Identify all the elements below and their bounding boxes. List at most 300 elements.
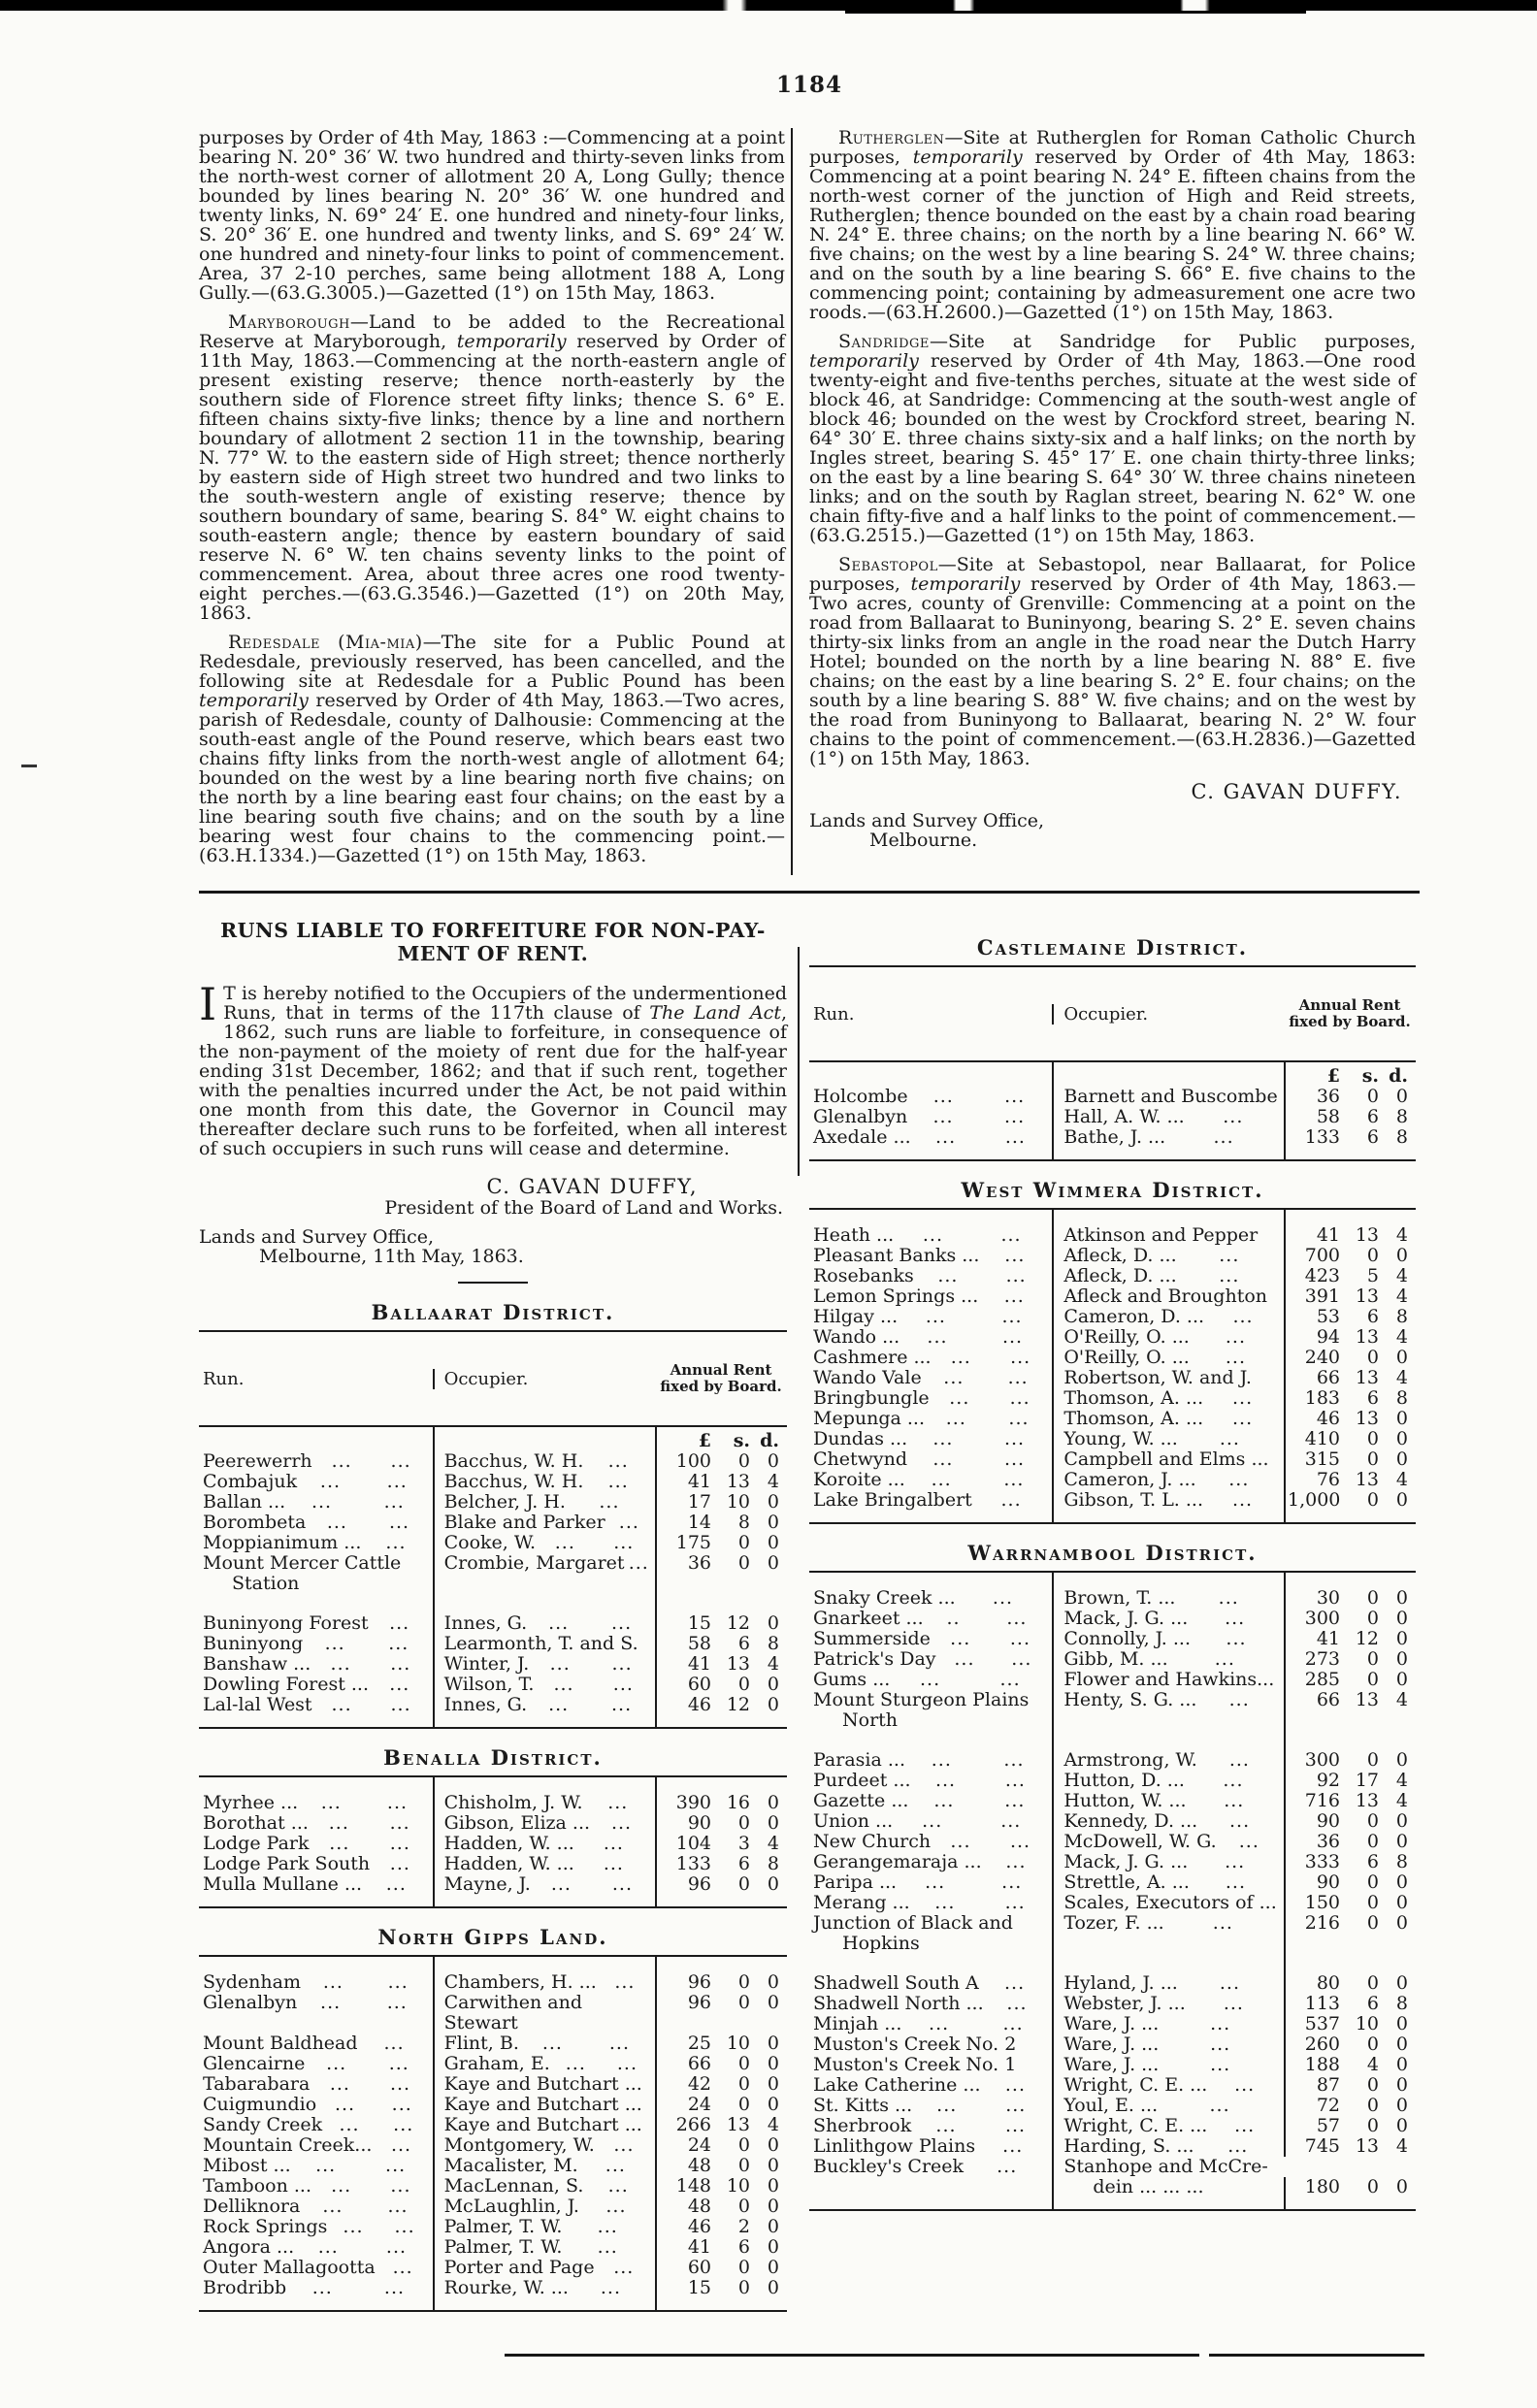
table-row (199, 2074, 787, 2095)
dot-leader-group: ... (389, 2073, 411, 2095)
table-row (199, 1813, 787, 1834)
rent-pence-cell: 0 (767, 2216, 779, 2237)
rent-pence-cell: 4 (1395, 1689, 1408, 1710)
rent-pence-cell: 0 (767, 2257, 779, 2278)
dot-leader-group: ... (1008, 1408, 1030, 1429)
run-cell (809, 1225, 1052, 1246)
article-lead: Rutherglen (838, 127, 945, 148)
money-header-blank (433, 1431, 655, 1451)
dot-leader (309, 1813, 431, 1834)
occupier-name: Cameron, D. ... (1063, 1306, 1205, 1327)
dot-leader-group: ... (388, 1633, 409, 1654)
dot-leader-group: ... (331, 1450, 352, 1472)
occupier-name: O'Reilly, O. ... (1063, 1326, 1190, 1348)
rent-pounds-cell: 96 (655, 1972, 713, 1993)
spacer-cell (1284, 2197, 1342, 2209)
occupier-cell (433, 1613, 655, 1634)
rent-pounds-cell: 391 (1284, 1286, 1342, 1307)
rent-pounds-cell: 94 (1284, 1327, 1342, 1348)
table-spacer-row (809, 1148, 1416, 1159)
rent-pounds-cell: 315 (1284, 1449, 1342, 1470)
rent-shillings-cell: 0 (737, 1812, 750, 1834)
dot-leader (930, 1388, 1051, 1409)
spacer-cell (1342, 1954, 1381, 1973)
spacer-cell (655, 2298, 713, 2310)
district-heading: Benalla District. (383, 1745, 603, 1770)
dot-leader (531, 1874, 653, 1895)
dot-leader (291, 2156, 431, 2176)
dot-leader-group: .. (946, 1608, 961, 1629)
dot-leader (1158, 2096, 1282, 2116)
spacer-cell (1284, 1210, 1342, 1225)
dot-leader (285, 1492, 430, 1513)
dot-leader (901, 2014, 1050, 2034)
dot-leader-group: ... (610, 1694, 633, 1715)
dot-leader (590, 1813, 653, 1834)
occupier-name: Hutton, W. ... (1063, 1790, 1187, 1811)
dot-leader-group: ... (548, 1612, 570, 1634)
district-heading: West Wimmera District. (961, 1178, 1264, 1202)
dot-leader (595, 2135, 653, 2156)
dot-leader (1178, 1429, 1282, 1449)
dot-leader-group: ... (1002, 2135, 1024, 2157)
occupier-name: Carwithen and Stewart (443, 1992, 583, 2034)
article-paragraph (199, 633, 785, 865)
rent-pounds-cell: 60 (655, 2258, 713, 2278)
rent-table (199, 1775, 787, 1908)
article-paragraph (809, 555, 1416, 768)
rent-pounds-cell: 333 (1284, 1852, 1342, 1872)
dot-leader (1178, 1973, 1282, 1994)
run-name: Lal-lal West (203, 1694, 312, 1715)
run-name-line2: Hopkins (842, 1933, 920, 1954)
spacer-cell (1052, 2197, 1284, 2209)
rent-pounds-cell: 76 (1284, 1470, 1342, 1490)
rent-pence-cell: 0 (767, 2236, 779, 2258)
article-body: —Site at Sandridge for Public purposes, temporarily reserved by Order of 4th May, 1863.—One rood twenty-eight and five-tenths perches, situate at the west side of block 46, at Sandridge: Commencing at the south-west angle of block 46; bounded on the west by Crockford street, bearing N. 64° 30′ E. three chains sixty-six and a half links; on the north by Ingles street, bearing S. 45° 17′ E. one chain thirty-three links; on the east by a line bearing S. 64° 30′ W. three chains nineteen links; and on the south by Raglan street, bearing N. 62° W. one chain fifty-five and a half links to the point of commencement.—(63.G.2515.)—Gazetted (1°) on 15th May, 1863. (809, 331, 1416, 546)
dot-leader-group: ... (1226, 1628, 1247, 1649)
run-name: Banshaw ... (203, 1653, 311, 1675)
run-cell (199, 1972, 433, 1993)
article-paragraph (199, 312, 785, 623)
spacer-cell (809, 1210, 1052, 1225)
dot-leader-group: ... (607, 1471, 629, 1492)
rent-shillings-cell: 0 (737, 2196, 750, 2217)
dot-leader (597, 1972, 653, 1993)
spacer-cell (1381, 1954, 1416, 1973)
table-body (809, 1062, 1416, 1159)
rent-pence-cell: 0 (1395, 2054, 1408, 2075)
dot-leader-group: ... (1001, 1306, 1023, 1327)
spacer-cell (1381, 1511, 1416, 1522)
rent-shillings-cell: 6 (737, 1853, 750, 1874)
dot-leader-group: ... (385, 1873, 407, 1895)
dot-leader-group: ... (1009, 1387, 1030, 1409)
run-cell (199, 1854, 433, 1874)
run-name: Mountain Creek... (203, 2134, 373, 2156)
dot-leader-group: ... (1005, 1851, 1027, 1872)
run-name: Lake Bringalbert (813, 1489, 972, 1511)
rent-pence-cell: 4 (1395, 1265, 1408, 1286)
occupier-cell (1052, 2075, 1284, 2096)
dot-leader-group: ... (949, 1387, 970, 1409)
rent-pounds-cell: 17 (655, 1492, 713, 1513)
rent-pounds-cell: 41 (1284, 1225, 1342, 1246)
occupier-cell (1052, 1649, 1284, 1670)
run-name: Dundas ... (813, 1428, 908, 1449)
district-tables-right (809, 935, 1416, 2211)
dot-leader (924, 1609, 1051, 1629)
dot-leader-group: ... (997, 2156, 1018, 2177)
occupier-name: Hadden, W. ... (443, 1853, 574, 1874)
dot-leader-group: ... (610, 1612, 633, 1634)
rent-shillings-cell: 0 (737, 2257, 750, 2278)
dot-leader (984, 1994, 1051, 2014)
rent-shillings-cell: 0 (737, 2094, 750, 2115)
rent-pounds-cell: 183 (1284, 1388, 1342, 1409)
district-west-wimmera-district (809, 1178, 1416, 1524)
dot-leader-group: ... (613, 1532, 635, 1553)
rent-pounds-cell: 100 (655, 1451, 713, 1472)
run-name: Wando Vale (813, 1367, 922, 1388)
rent-pence-cell: 0 (1395, 1892, 1408, 1913)
rent-pence-cell: 0 (767, 2053, 779, 2074)
spacer-cell (809, 1954, 1052, 1973)
dot-leader (1207, 2116, 1282, 2136)
rent-pounds-cell: 48 (655, 2196, 713, 2217)
dot-leader (925, 1409, 1050, 1429)
dot-leader-group: ... (932, 1428, 954, 1449)
table-spacer-row (809, 1954, 1416, 1973)
run-name: Myrhee ... (203, 1792, 299, 1813)
run-name: Sydenham (203, 1971, 301, 1993)
district-benalla-district (199, 1745, 787, 1908)
run-cell (809, 1087, 1052, 1107)
money-header-blank (809, 1066, 1052, 1087)
occupier-cell (433, 2196, 655, 2217)
run-name: Rock Springs (203, 2216, 328, 2237)
run-name: Mount Mercer Cattle (203, 1552, 402, 1574)
dot-leader (583, 1793, 653, 1813)
table-row (809, 1225, 1416, 1246)
spacer-cell (1342, 2197, 1381, 2209)
occupier-name: Learmonth, T. and S. (443, 1633, 638, 1654)
shillings-header: s. (1361, 1065, 1379, 1087)
run-name: Mibost ... (203, 2155, 291, 2176)
notice-title-line1: RUNS LIABLE TO FORFEITURE FOR NON-PAY- (220, 919, 766, 942)
article-lead: Redesdale (Mia-mia) (228, 632, 423, 653)
pence-header: d. (1389, 1065, 1408, 1087)
occupier-cell (433, 2054, 655, 2074)
dot-leader (911, 1127, 1051, 1148)
occupier-cell (433, 1834, 655, 1854)
occupier-name: Chisholm, J. W. (443, 1792, 583, 1813)
occupier-cell (1052, 1327, 1284, 1348)
table-row (809, 1649, 1416, 1670)
dot-leader-group: ... (390, 1694, 411, 1715)
rent-shillings-cell: 0 (1366, 1347, 1379, 1368)
dot-leader-group: ... (1225, 1608, 1246, 1629)
run-name: Moppianimum ... (203, 1532, 362, 1553)
dot-leader (1185, 1107, 1282, 1127)
occupier-name: Montgomery, W. (443, 2134, 595, 2156)
rent-pence-cell: 0 (1395, 2034, 1408, 2055)
top-right-column (809, 128, 1416, 875)
table-body (809, 1573, 1416, 2209)
rent-pounds-cell: 66 (655, 2054, 713, 2074)
dot-leader-group: ... (385, 1532, 407, 1553)
rent-pounds-cell: 41 (655, 1654, 713, 1675)
rent-table (809, 1571, 1416, 2211)
spacer-cell (752, 1957, 787, 1972)
rent-pence-cell: 0 (1395, 1347, 1408, 1368)
occupier-name: Palmer, T. W. (443, 2216, 563, 2237)
occupier-name: Hadden, W. ... (443, 1833, 574, 1854)
run-name: Muston's Creek No. 2 (813, 2034, 1017, 2055)
run-name: Gnarkeet ... (813, 1608, 924, 1629)
occupier-cell (433, 1533, 655, 1553)
rent-shillings-cell: 4 (1366, 2054, 1379, 2075)
table-row (809, 1127, 1416, 1148)
rent-pence-cell: 8 (1395, 1387, 1408, 1409)
dot-leader (322, 2115, 430, 2135)
rent-shillings-cell: 10 (726, 1491, 750, 1513)
dot-leader-group: ... (613, 2257, 635, 2278)
run-cell (809, 1409, 1052, 1429)
table-row (809, 1791, 1416, 1811)
dot-leader-group: ... (315, 2155, 337, 2176)
run-name: Borothat ... (203, 1812, 309, 1834)
occupier-name: Strettle, A. ... (1063, 1871, 1190, 1893)
dot-leader-group: ... (607, 1792, 629, 1813)
dot-leader-group: ... (1223, 1770, 1244, 1791)
dot-leader-group: ... (329, 2073, 350, 2095)
run-cell (809, 1994, 1052, 2014)
dot-leader (297, 1993, 430, 2034)
run-cell (199, 1533, 433, 1553)
rent-pounds-cell: 15 (655, 2278, 713, 2298)
run-name: Tamboon ... (203, 2175, 311, 2196)
run-name: Tabarabara (203, 2073, 311, 2095)
spacer-cell (655, 1957, 713, 1972)
table-spacer-row (199, 1777, 787, 1793)
run-name: Mount Baldhead (203, 2033, 358, 2054)
dot-leader-group: ... (320, 1792, 342, 1813)
rent-pence-cell: 0 (1395, 1086, 1408, 1107)
rent-pounds-cell: 90 (1284, 1811, 1342, 1832)
run-column-header: Run. (203, 1368, 245, 1389)
rent-pence-cell: 0 (767, 1512, 779, 1533)
dot-leader-group: ... (322, 1971, 343, 1993)
table-row (809, 1266, 1416, 1286)
spacer-cell (713, 2298, 752, 2310)
run-name: Parasia ... (813, 1749, 905, 1771)
occupier-cell (1052, 1286, 1284, 1307)
occupier-name: Kennedy, D. ... (1063, 1810, 1198, 1832)
rent-pounds-cell: 41 (655, 1472, 713, 1492)
dot-leader-group: ... (931, 1469, 952, 1490)
dot-leader-group: ... (1225, 1347, 1246, 1368)
rent-shillings-cell: 0 (1366, 1669, 1379, 1690)
dot-leader-group: ... (1010, 1347, 1031, 1368)
rent-pence-cell: 8 (1395, 1851, 1408, 1872)
dot-leader (578, 2156, 653, 2176)
occupier-name: Mack, J. G. ... (1063, 1851, 1189, 1872)
dot-leader (1186, 1994, 1282, 2014)
rent-shillings-cell: 0 (1366, 1810, 1379, 1832)
table-row (199, 1793, 787, 1813)
dot-leader (975, 2136, 1050, 2157)
run-name: St. Kitts ... (813, 2095, 913, 2116)
dot-leader (534, 1675, 653, 1695)
rent-shillings-cell: 0 (737, 2155, 750, 2176)
table-row (199, 2196, 787, 2217)
run-cell (809, 1832, 1052, 1852)
rent-shillings-cell: 12 (1355, 1628, 1379, 1649)
run-cell (199, 2196, 433, 2217)
run-cell (199, 2095, 433, 2115)
occupier-cell (433, 1813, 655, 1834)
shillings-header: s. (733, 1430, 750, 1451)
rent-pence-cell: 0 (767, 1992, 779, 2013)
dot-leader (566, 1492, 653, 1513)
top-section (199, 128, 1420, 875)
spacer-cell (809, 1731, 1052, 1750)
rent-pounds-cell: 46 (655, 1695, 713, 1715)
dot-leader-group: ... (614, 1971, 636, 1993)
run-name: Hilgay ... (813, 1306, 899, 1327)
dot-leader-group: ... (1227, 2135, 1249, 2157)
occupier-name: Wright, C. E. ... (1063, 2074, 1208, 2096)
dot-leader-group: ... (324, 1633, 345, 1654)
dot-leader (327, 2217, 430, 2237)
dot-leader-group: ... (386, 1471, 408, 1492)
article-body: —Site at Sebastopol, near Ballaarat, for Police purposes, temporarily reserved by Order of 4th May, 1863.—Two acres, county of Grenville: Commencing at a point on the road from Ballaarat to Buninyong, bearing S. 2° E. seven chains thirty-six links from an angle in the road near the Dutch Harry Hotel; bounded on the north by a line bearing N. 88° E. five chains; on the east by a line bearing S. 2° E. four chains; on the south by a line bearing S. 88° W. five chains; and on the west by the road from Buninyong to Ballaarat, bearing N. 2° W. four chains to the point of commencement.—(63.H.2836.)—Gazetted (1°) on 15th May, 1863. (809, 554, 1416, 769)
table-body (809, 1210, 1416, 1522)
dot-leader (1203, 1490, 1282, 1511)
notice-date: Melbourne, 11th May, 1863. (259, 1246, 524, 1267)
run-name: Gerangemaraja ... (813, 1851, 982, 1872)
run-cell (809, 2034, 1052, 2055)
dot-leader (1159, 2055, 1282, 2075)
occupier-cell (1052, 2096, 1284, 2116)
dot-leader-group: ... (1003, 1749, 1025, 1771)
occupier-name: Campbell and Elms ... (1063, 1448, 1269, 1470)
rent-pounds-cell: 42 (655, 2074, 713, 2095)
rent-shillings-cell: 0 (1366, 2176, 1379, 2197)
rent-pence-cell: 4 (767, 2114, 779, 2135)
occupier-name: Youl, E. ... (1063, 2095, 1159, 2116)
dot-leader (905, 1750, 1050, 1771)
occupier-name: Ware, J. ... (1063, 2013, 1160, 2034)
dot-leader-group: ... (1009, 1831, 1031, 1852)
occupier-cell (433, 2278, 655, 2298)
occupier-name: MacLennan, S. (443, 2175, 584, 2196)
table-row (199, 1634, 787, 1654)
run-name: Glenalbyn (203, 1992, 298, 2013)
run-cell (809, 1307, 1052, 1327)
run-cell (199, 2217, 433, 2237)
table-row (809, 2136, 1416, 2157)
occupier-name: Afleck, D. ... (1063, 1245, 1177, 1266)
occupier-name: Belcher, J. H. (443, 1491, 566, 1513)
spacer-cell (1342, 1731, 1381, 1750)
table-row (809, 1246, 1416, 1266)
rent-pounds-cell: 46 (655, 2217, 713, 2237)
table-row (809, 1449, 1416, 1470)
rent-pence-cell: 4 (1395, 1469, 1408, 1490)
dot-leader-group: ... (935, 2115, 957, 2136)
dot-leader (625, 1553, 653, 1594)
rent-pounds-cell: 188 (1284, 2055, 1342, 2075)
bottom-rule-gap (1199, 2354, 1209, 2357)
dot-leader-group: ... (1003, 1106, 1026, 1127)
table-body (199, 1777, 787, 1906)
occupier-cell (1052, 2136, 1284, 2157)
table-spacer-row (199, 1957, 787, 1972)
rent-pence-cell: 0 (767, 1812, 779, 1834)
run-cell (809, 1327, 1052, 1348)
occupier-cell (433, 2095, 655, 2115)
occupier-name: Flower and Hawkins... (1063, 1669, 1275, 1690)
run-name: Angora ... (203, 2236, 295, 2258)
dot-leader-group: ... (1224, 1790, 1245, 1811)
table-spacer-row (809, 1210, 1416, 1225)
dot-leader-group: ... (599, 1491, 620, 1513)
run-cell (199, 1513, 433, 1533)
rent-pounds-cell: 60 (655, 1675, 713, 1695)
table-row (199, 1993, 787, 2034)
rent-pence-cell: 8 (767, 1853, 779, 1874)
run-name: Sandy Creek (203, 2114, 323, 2135)
run-name: Buninyong Forest (203, 1612, 369, 1634)
dot-leader-group: ... (390, 2134, 412, 2156)
rent-shillings-cell: 0 (1366, 1587, 1379, 1609)
occupier-cell (1052, 1225, 1284, 1246)
occupier-cell (433, 2074, 655, 2095)
rent-pence-cell: 0 (1395, 1448, 1408, 1470)
run-cell (199, 2176, 433, 2196)
dot-leader-group: ... (390, 1653, 411, 1675)
table-body (199, 1957, 787, 2310)
dot-leader (972, 1490, 1051, 1511)
spacer-cell (1052, 1210, 1284, 1225)
occupier-name: Thomson, A. ... (1063, 1408, 1204, 1429)
dot-leader-group: ... (329, 1833, 350, 1854)
dot-leader-group: ... (339, 2114, 360, 2135)
rent-shillings-cell: 0 (1366, 1972, 1379, 1994)
occupier-cell (1052, 1913, 1284, 1954)
district-heading: Warrnambool District. (967, 1541, 1258, 1565)
dot-leader-group: ... (936, 2095, 958, 2116)
table-row (809, 2055, 1416, 2075)
occupier-name: Armstrong, W. (1063, 1749, 1197, 1771)
dot-leader-group: ... (331, 2175, 352, 2196)
dot-leader (595, 2258, 653, 2278)
dot-leader-group: ... (610, 1812, 633, 1834)
section-divider-rule (199, 891, 1420, 894)
table-row (809, 2116, 1416, 2136)
run-cell (809, 1690, 1052, 1731)
rent-pence-cell: 4 (1395, 1285, 1408, 1307)
occupier-name: Robertson, W. and J. (1063, 1367, 1252, 1388)
dot-leader (1188, 1609, 1282, 1629)
run-cell (199, 1874, 433, 1895)
dot-leader-group: ... (1214, 1648, 1235, 1670)
dot-leader-group: ... (1009, 1628, 1030, 1649)
rent-pounds-cell: 175 (655, 1533, 713, 1553)
run-cell (199, 1834, 433, 1854)
